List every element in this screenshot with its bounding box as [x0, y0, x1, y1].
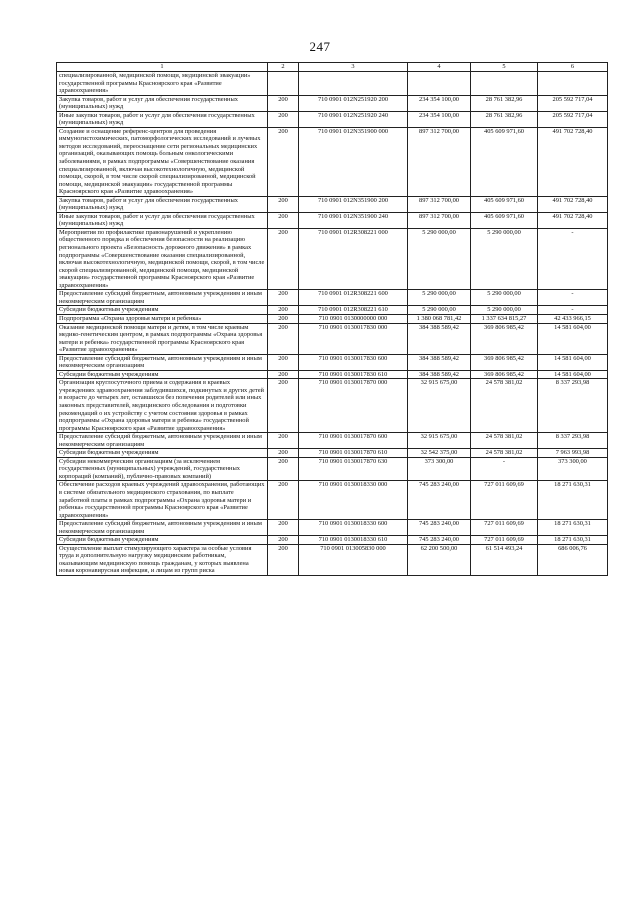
row-code-cell: 200 — [268, 196, 299, 212]
row-code-cell: 200 — [268, 306, 299, 315]
row-amount2-cell: 727 011 609,69 — [471, 536, 538, 545]
row-name-cell: Предоставление субсидий бюджетным, автономным учреждениям и иным некоммерческим организациям — [57, 290, 268, 306]
row-kbk-cell: 710 0901 012R308221 610 — [299, 306, 408, 315]
row-name-cell: Субсидии бюджетным учреждениям — [57, 370, 268, 379]
row-amount2-cell: 369 806 985,42 — [471, 354, 538, 370]
row-code-cell: 200 — [268, 433, 299, 449]
row-name-cell: Субсидии бюджетным учреждениям — [57, 306, 268, 315]
table-row — [57, 111, 608, 127]
row-code-cell: 200 — [268, 212, 299, 228]
column-header: 5 — [471, 63, 538, 72]
row-kbk-cell: 710 0901 012N351900 000 — [299, 127, 408, 196]
row-amount2-cell: 369 806 985,42 — [471, 323, 538, 354]
row-amount-cell: 897 312 700,00 — [408, 196, 471, 212]
row-code-cell: 200 — [268, 111, 299, 127]
row-code-cell: 200 — [268, 290, 299, 306]
table-row — [57, 95, 608, 111]
row-amount-cell: 234 354 100,00 — [408, 95, 471, 111]
row-kbk-cell: 710 0901 013005830 000 — [299, 544, 408, 575]
column-header: 1 — [57, 63, 268, 72]
row-name-cell: Организация круглосуточного приема и содержания в краевых учреждениях здравоохранения заблудившихся, подкинутых и других детей в возрасте до четырех лет, оставшихся без попечения родителей или иных законных представителей, медицинского обследования и подготовки рекомендаций о их устройству с учетом состояния здоровья в рамках подпрограммы «Охрана здоровья матери и ребенка» государственной программы Красноярского края «Развитие здравоохранения» — [57, 379, 268, 433]
row-name-cell: Обеспечение расходов краевых учреждений здравоохранения, работающих в системе обязательного медицинского страхования, по выплате заработной платы в рамках подпрограммы «Охрана здоровья матери и ребенка» государственной программы Красноярского края «Развитие здравоохранения» — [57, 481, 268, 520]
row-amount2-cell: - — [471, 457, 538, 481]
row-amount2-cell: 5 290 000,00 — [471, 306, 538, 315]
row-amount3-cell: - — [538, 306, 608, 315]
table-row — [57, 370, 608, 379]
row-kbk-cell: 710 0901 0130018330 610 — [299, 536, 408, 545]
table-row — [57, 323, 608, 354]
column-header: 6 — [538, 63, 608, 72]
row-name-cell: Субсидии некоммерческим организациям (за исключением государственных (муниципальных) учреждений, государственных корпораций (компаний), публично-правовых компаний) — [57, 457, 268, 481]
column-header: 4 — [408, 63, 471, 72]
row-amount3-cell: 18 271 630,31 — [538, 536, 608, 545]
table-row — [57, 290, 608, 306]
row-amount-cell: 32 542 375,00 — [408, 449, 471, 458]
row-name-cell: Предоставление субсидий бюджетным, автономным учреждениям и иным некоммерческим организациям — [57, 520, 268, 536]
row-kbk-cell: 710 0901 0130018330 600 — [299, 520, 408, 536]
row-kbk-cell: 710 0901 0130017870 630 — [299, 457, 408, 481]
row-code-cell: 200 — [268, 449, 299, 458]
row-amount2-cell: 405 609 971,60 — [471, 212, 538, 228]
table-row — [57, 379, 608, 433]
row-code-cell: 200 — [268, 481, 299, 520]
row-amount3-cell: 14 581 604,00 — [538, 370, 608, 379]
row-amount-cell: 5 290 000,00 — [408, 306, 471, 315]
page-number: 247 — [309, 39, 331, 54]
row-kbk-cell: 710 0901 012N251920 200 — [299, 95, 408, 111]
row-kbk-cell: 710 0901 012N351900 240 — [299, 212, 408, 228]
table-header-row — [57, 63, 608, 72]
row-amount3-cell: 42 433 966,15 — [538, 314, 608, 323]
row-name-cell: Создание и оснащение референс-центров для проведения иммуногистохимических, патоморфологических исследований и лучевых методов исследований, переоснащение сети региональных медицинских организаций, оказывающих помощь больным онкологическими заболеваниями, в рамках подпрограммы «Совершенствование оказания специализированной, включая высокотехнологичную, медицинской помощи, скорой, в том числе скорой специализированной, медицинской помощи, медицинской эвакуации» государственной программы Красноярского края «Развитие здравоохранения» — [57, 127, 268, 196]
row-amount3-cell: 491 702 728,40 — [538, 127, 608, 196]
row-kbk-cell — [299, 72, 408, 96]
row-name-cell: Закупка товаров, работ и услуг для обеспечения государственных (муниципальных) нужд — [57, 196, 268, 212]
table-row — [57, 536, 608, 545]
row-name-cell: Закупка товаров, работ и услуг для обеспечения государственных (муниципальных) нужд — [57, 95, 268, 111]
row-amount-cell: 32 915 675,00 — [408, 379, 471, 433]
row-amount3-cell: 491 702 728,40 — [538, 212, 608, 228]
row-amount2-cell: 24 578 381,02 — [471, 449, 538, 458]
table-row — [57, 196, 608, 212]
table-row — [57, 354, 608, 370]
row-amount3-cell: 18 271 630,31 — [538, 520, 608, 536]
row-amount2-cell: 727 011 609,69 — [471, 520, 538, 536]
row-amount-cell: 373 300,00 — [408, 457, 471, 481]
row-amount3-cell: 14 581 604,00 — [538, 354, 608, 370]
row-kbk-cell: 710 0901 0130017830 610 — [299, 370, 408, 379]
row-kbk-cell: 710 0901 012N251920 240 — [299, 111, 408, 127]
row-kbk-cell: 710 0901 012R308221 000 — [299, 228, 408, 289]
table-row — [57, 212, 608, 228]
table-row — [57, 520, 608, 536]
column-header: 2 — [268, 63, 299, 72]
row-name-cell: специализированной, медицинской помощи, медицинской эвакуации» государственной программы Красноярского края «Развитие здравоохранения» — [57, 72, 268, 96]
row-amount-cell: 5 290 000,00 — [408, 228, 471, 289]
table-row — [57, 127, 608, 196]
row-amount3-cell: 7 963 993,98 — [538, 449, 608, 458]
row-name-cell: Оказание медицинской помощи матери и детям, в том числе краевым медико-генетическим центром, в рамках подпрограммы «Охрана здоровья матери и ребенка» государственной программы Красноярского края «Развитие здравоохранения» — [57, 323, 268, 354]
row-amount3-cell — [538, 72, 608, 96]
row-name-cell: Предоставление субсидий бюджетным, автономным учреждениям и иным некоммерческим организациям — [57, 354, 268, 370]
row-amount2-cell: 1 337 634 815,27 — [471, 314, 538, 323]
row-amount-cell: 745 283 240,00 — [408, 536, 471, 545]
row-amount2-cell: 727 011 609,69 — [471, 481, 538, 520]
row-amount3-cell: 205 592 717,04 — [538, 95, 608, 111]
row-amount-cell: 384 388 589,42 — [408, 370, 471, 379]
row-name-cell: Мероприятия по профилактике правонарушений и укреплению общественного порядка и обеспечения безопасности на реализацию регионального проекта «Безопасность дорожного движения» в рамках подпрограммы «Совершенствование оказания специализированной, включая высокотехнологичную, медицинской помощи, скорой, в том числе скорой специализированной, медицинской помощи, медицинской эвакуации» государственной программы Красноярского края «Развитие здравоохранения» — [57, 228, 268, 289]
row-amount-cell: 745 283 240,00 — [408, 520, 471, 536]
row-amount3-cell: 373 300,00 — [538, 457, 608, 481]
row-amount2-cell: 5 290 000,00 — [471, 228, 538, 289]
row-amount-cell: 745 283 240,00 — [408, 481, 471, 520]
row-code-cell: 200 — [268, 379, 299, 433]
row-code-cell: 200 — [268, 520, 299, 536]
row-amount2-cell: 28 761 382,96 — [471, 95, 538, 111]
row-name-cell: Подпрограмма «Охрана здоровья матери и ребенка» — [57, 314, 268, 323]
row-kbk-cell: 710 0901 0130017830 000 — [299, 323, 408, 354]
row-amount2-cell: 24 578 381,02 — [471, 433, 538, 449]
row-code-cell: 200 — [268, 457, 299, 481]
row-amount-cell: 384 388 589,42 — [408, 323, 471, 354]
row-code-cell: 200 — [268, 354, 299, 370]
row-name-cell: Иные закупки товаров, работ и услуг для обеспечения государственных (муниципальных) нужд — [57, 212, 268, 228]
row-amount2-cell: 405 609 971,60 — [471, 127, 538, 196]
row-amount-cell: 897 312 700,00 — [408, 127, 471, 196]
row-amount3-cell: 8 337 293,98 — [538, 379, 608, 433]
row-amount2-cell: 369 806 985,42 — [471, 370, 538, 379]
budget-table — [56, 62, 608, 576]
row-kbk-cell: 710 0901 0130017870 610 — [299, 449, 408, 458]
table-row — [57, 481, 608, 520]
row-amount2-cell: 5 290 000,00 — [471, 290, 538, 306]
row-code-cell: 200 — [268, 228, 299, 289]
row-amount3-cell: 8 337 293,98 — [538, 433, 608, 449]
row-amount2-cell: 28 761 382,96 — [471, 111, 538, 127]
table-row — [57, 228, 608, 289]
table-row — [57, 544, 608, 575]
row-code-cell — [268, 72, 299, 96]
column-header: 3 — [299, 63, 408, 72]
row-amount3-cell: - — [538, 290, 608, 306]
table-row — [57, 457, 608, 481]
row-name-cell: Осуществление выплат стимулирующего характера за особые условия труда и дополнительную нагрузку медицинским работникам, оказывающим медицинскую помощь гражданам, у которых выявлена новая коронавирусная инфекция, и лицам из групп риска — [57, 544, 268, 575]
row-amount-cell: 1 380 068 781,42 — [408, 314, 471, 323]
table-row — [57, 314, 608, 323]
row-code-cell: 200 — [268, 323, 299, 354]
row-code-cell: 200 — [268, 536, 299, 545]
row-amount2-cell: 24 578 381,02 — [471, 379, 538, 433]
row-amount3-cell: 686 006,76 — [538, 544, 608, 575]
row-amount2-cell — [471, 72, 538, 96]
row-code-cell: 200 — [268, 544, 299, 575]
table-row — [57, 306, 608, 315]
table-row — [57, 433, 608, 449]
row-kbk-cell: 710 0901 0130000000 000 — [299, 314, 408, 323]
row-code-cell: 200 — [268, 127, 299, 196]
row-code-cell: 200 — [268, 314, 299, 323]
row-amount-cell: 897 312 700,00 — [408, 212, 471, 228]
row-kbk-cell: 710 0901 0130017830 600 — [299, 354, 408, 370]
row-name-cell: Субсидии бюджетным учреждениям — [57, 449, 268, 458]
row-name-cell: Предоставление субсидий бюджетным, автономным учреждениям и иным некоммерческим организациям — [57, 433, 268, 449]
row-kbk-cell: 710 0901 0130017870 000 — [299, 379, 408, 433]
row-amount3-cell: 18 271 630,31 — [538, 481, 608, 520]
row-amount2-cell: 405 609 971,60 — [471, 196, 538, 212]
row-code-cell: 200 — [268, 370, 299, 379]
row-amount3-cell: 14 581 604,00 — [538, 323, 608, 354]
row-amount3-cell: 491 702 728,40 — [538, 196, 608, 212]
table-body — [57, 72, 608, 576]
row-kbk-cell: 710 0901 0130017870 600 — [299, 433, 408, 449]
row-amount2-cell: 61 514 493,24 — [471, 544, 538, 575]
row-name-cell: Субсидии бюджетным учреждениям — [57, 536, 268, 545]
row-kbk-cell: 710 0901 012N351900 200 — [299, 196, 408, 212]
row-name-cell: Иные закупки товаров, работ и услуг для обеспечения государственных (муниципальных) нужд — [57, 111, 268, 127]
table-row — [57, 449, 608, 458]
row-amount-cell: 5 290 000,00 — [408, 290, 471, 306]
row-amount-cell — [408, 72, 471, 96]
row-kbk-cell: 710 0901 0130018330 000 — [299, 481, 408, 520]
row-amount3-cell: - — [538, 228, 608, 289]
row-amount-cell: 62 200 500,00 — [408, 544, 471, 575]
row-amount3-cell: 205 592 717,04 — [538, 111, 608, 127]
row-amount-cell: 384 388 589,42 — [408, 354, 471, 370]
row-amount-cell: 234 354 100,00 — [408, 111, 471, 127]
row-code-cell: 200 — [268, 95, 299, 111]
row-kbk-cell: 710 0901 012R308221 600 — [299, 290, 408, 306]
row-amount-cell: 32 915 675,00 — [408, 433, 471, 449]
table-row — [57, 72, 608, 96]
